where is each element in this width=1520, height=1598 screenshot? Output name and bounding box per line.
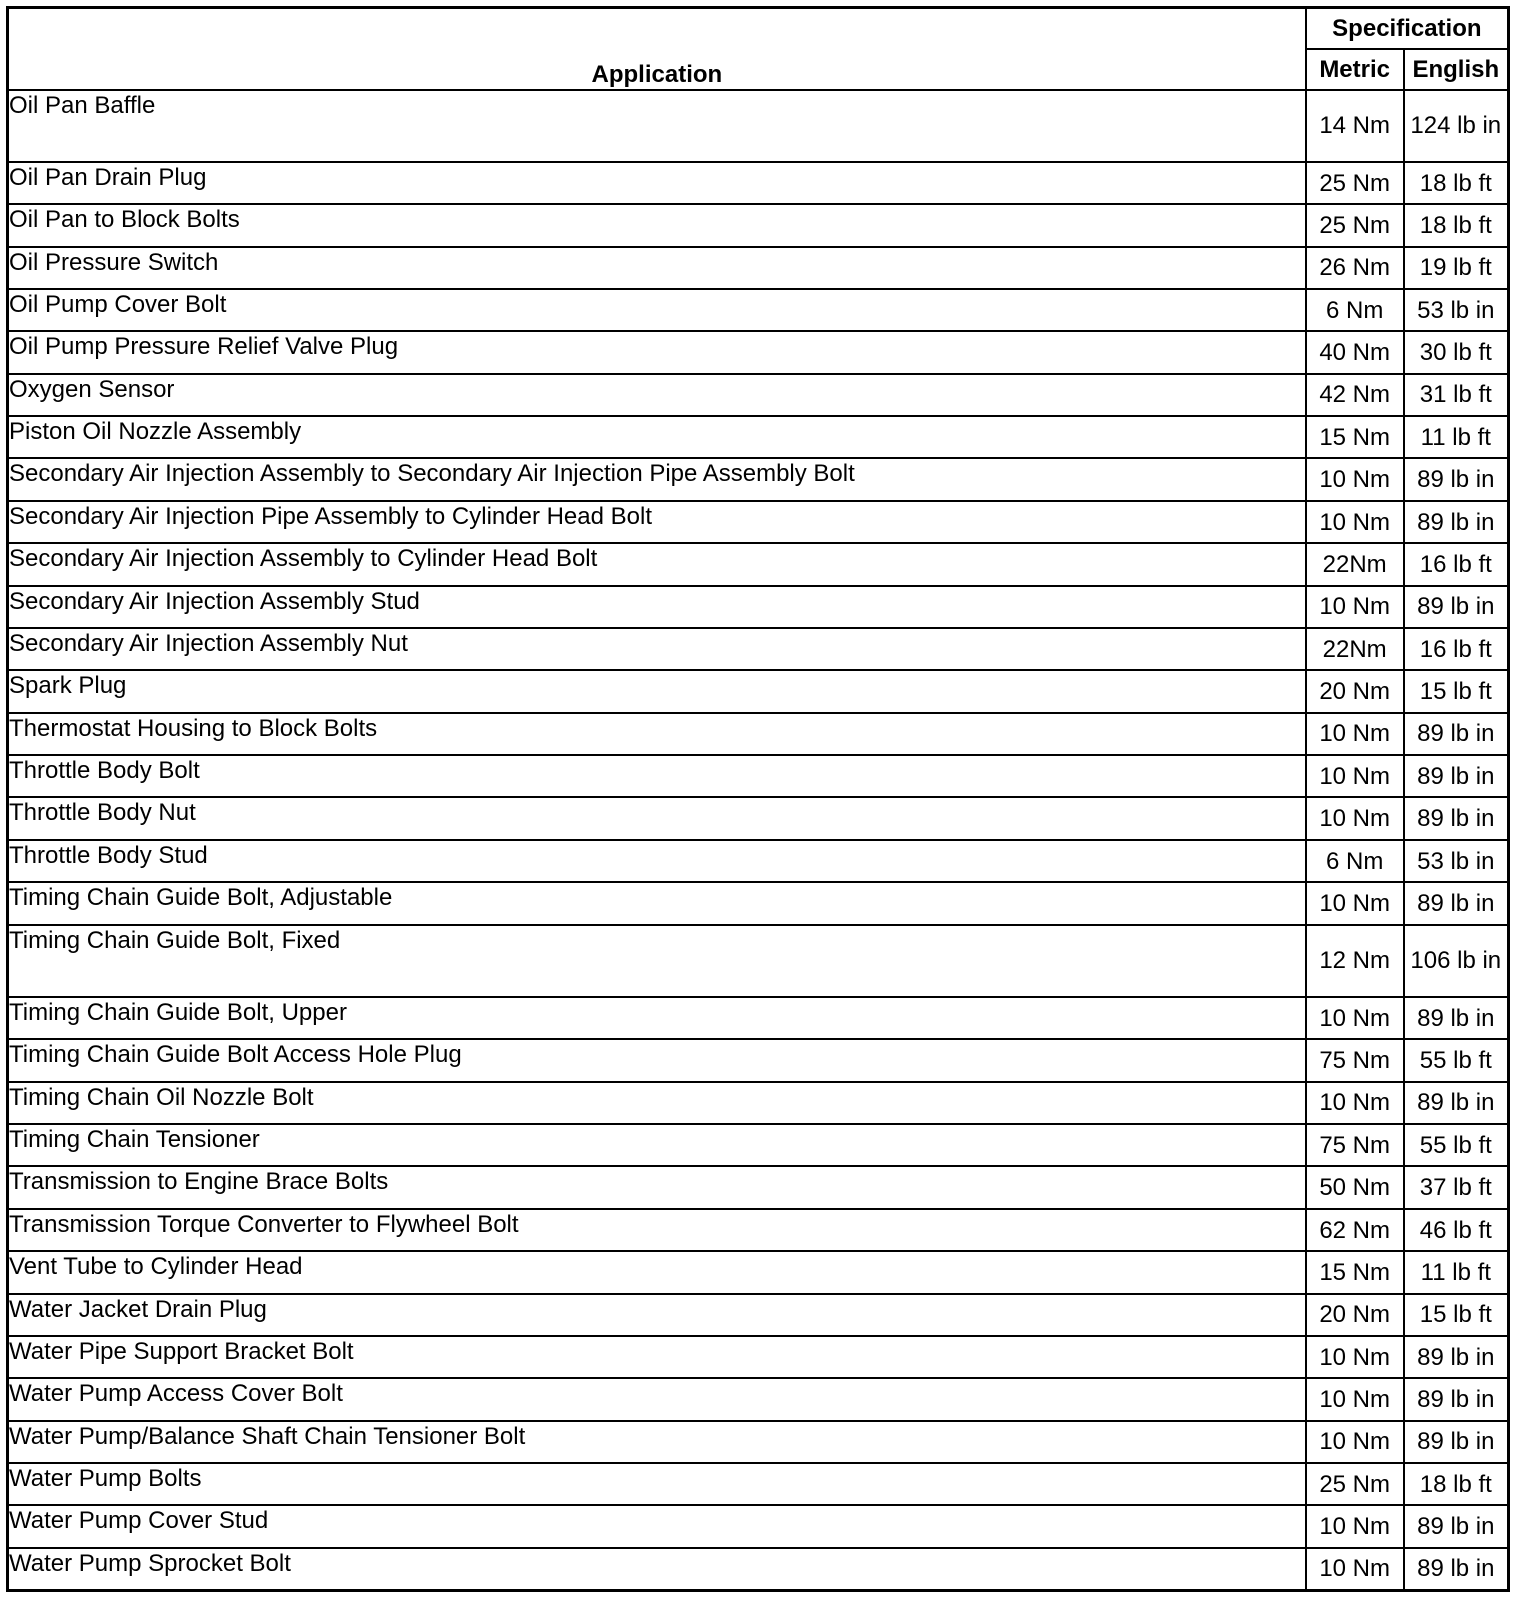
english-cell: 19 lb ft	[1404, 247, 1509, 289]
application-cell: Secondary Air Injection Pipe Assembly to Cylinder Head Bolt	[8, 501, 1306, 543]
application-cell: Water Pump Bolts	[8, 1463, 1306, 1505]
english-cell: 89 lb in	[1404, 501, 1509, 543]
english-cell: 15 lb ft	[1404, 670, 1509, 712]
table-row	[8, 670, 1509, 712]
metric-cell: 10 Nm	[1306, 458, 1404, 500]
metric-cell: 10 Nm	[1306, 1421, 1404, 1463]
english-cell: 11 lb ft	[1404, 416, 1509, 458]
application-cell: Oxygen Sensor	[8, 374, 1306, 416]
english-cell: 124 lb in	[1404, 90, 1509, 162]
english-cell: 106 lb in	[1404, 925, 1509, 997]
table-row	[8, 997, 1509, 1039]
metric-cell: 15 Nm	[1306, 1251, 1404, 1293]
table-row	[8, 1209, 1509, 1251]
application-cell: Timing Chain Tensioner	[8, 1124, 1306, 1166]
application-cell: Vent Tube to Cylinder Head	[8, 1251, 1306, 1293]
table-row	[8, 501, 1509, 543]
application-cell: Oil Pan Drain Plug	[8, 162, 1306, 204]
english-cell: 89 lb in	[1404, 1336, 1509, 1378]
english-cell: 16 lb ft	[1404, 543, 1509, 585]
english-cell: 53 lb in	[1404, 840, 1509, 882]
metric-cell: 22Nm	[1306, 628, 1404, 670]
application-cell: Timing Chain Guide Bolt, Upper	[8, 997, 1306, 1039]
application-cell: Timing Chain Guide Bolt, Fixed	[8, 925, 1306, 997]
metric-cell: 14 Nm	[1306, 90, 1404, 162]
application-cell: Throttle Body Bolt	[8, 755, 1306, 797]
metric-cell: 10 Nm	[1306, 713, 1404, 755]
application-cell: Spark Plug	[8, 670, 1306, 712]
metric-cell: 22Nm	[1306, 543, 1404, 585]
table-row	[8, 1166, 1509, 1208]
table-row	[8, 1505, 1509, 1547]
english-cell: 89 lb in	[1404, 1082, 1509, 1124]
application-header: Application	[8, 8, 1306, 90]
metric-header: Metric	[1306, 49, 1404, 90]
metric-cell: 50 Nm	[1306, 1166, 1404, 1208]
table-row	[8, 925, 1509, 997]
application-cell: Timing Chain Guide Bolt Access Hole Plug	[8, 1039, 1306, 1081]
metric-cell: 75 Nm	[1306, 1124, 1404, 1166]
application-cell: Throttle Body Stud	[8, 840, 1306, 882]
metric-cell: 6 Nm	[1306, 289, 1404, 331]
metric-cell: 10 Nm	[1306, 586, 1404, 628]
application-cell: Secondary Air Injection Assembly Nut	[8, 628, 1306, 670]
english-cell: 18 lb ft	[1404, 204, 1509, 246]
metric-cell: 26 Nm	[1306, 247, 1404, 289]
metric-cell: 10 Nm	[1306, 1082, 1404, 1124]
metric-cell: 40 Nm	[1306, 331, 1404, 373]
table-row	[8, 289, 1509, 331]
table-row	[8, 1082, 1509, 1124]
english-cell: 53 lb in	[1404, 289, 1509, 331]
application-cell: Oil Pump Cover Bolt	[8, 289, 1306, 331]
application-cell: Water Pump Sprocket Bolt	[8, 1548, 1306, 1591]
table-row	[8, 840, 1509, 882]
table-row	[8, 1294, 1509, 1336]
application-cell: Oil Pan Baffle	[8, 90, 1306, 162]
english-cell: 89 lb in	[1404, 797, 1509, 839]
application-cell: Oil Pump Pressure Relief Valve Plug	[8, 331, 1306, 373]
specification-header: Specification	[1306, 8, 1509, 49]
table-row	[8, 797, 1509, 839]
english-cell: 15 lb ft	[1404, 1294, 1509, 1336]
application-cell: Thermostat Housing to Block Bolts	[8, 713, 1306, 755]
table-row	[8, 90, 1509, 162]
english-cell: 55 lb ft	[1404, 1124, 1509, 1166]
table-row	[8, 1039, 1509, 1081]
table-row	[8, 882, 1509, 924]
metric-cell: 10 Nm	[1306, 1505, 1404, 1547]
english-cell: 89 lb in	[1404, 882, 1509, 924]
english-cell: 89 lb in	[1404, 1421, 1509, 1463]
table-row	[8, 374, 1509, 416]
table-row	[8, 628, 1509, 670]
english-cell: 31 lb ft	[1404, 374, 1509, 416]
english-cell: 11 lb ft	[1404, 1251, 1509, 1293]
application-cell: Timing Chain Guide Bolt, Adjustable	[8, 882, 1306, 924]
table-row	[8, 1421, 1509, 1463]
metric-cell: 62 Nm	[1306, 1209, 1404, 1251]
application-cell: Oil Pan to Block Bolts	[8, 204, 1306, 246]
table-row	[8, 755, 1509, 797]
metric-cell: 25 Nm	[1306, 204, 1404, 246]
english-header: English	[1404, 49, 1509, 90]
application-cell: Water Pump Cover Stud	[8, 1505, 1306, 1547]
english-cell: 89 lb in	[1404, 586, 1509, 628]
english-cell: 89 lb in	[1404, 997, 1509, 1039]
application-cell: Transmission Torque Converter to Flywheel Bolt	[8, 1209, 1306, 1251]
application-cell: Secondary Air Injection Assembly Stud	[8, 586, 1306, 628]
english-cell: 46 lb ft	[1404, 1209, 1509, 1251]
table-body	[8, 90, 1509, 1591]
english-cell: 16 lb ft	[1404, 628, 1509, 670]
metric-cell: 10 Nm	[1306, 882, 1404, 924]
english-cell: 89 lb in	[1404, 1548, 1509, 1591]
application-cell: Oil Pressure Switch	[8, 247, 1306, 289]
application-cell: Water Pump Access Cover Bolt	[8, 1378, 1306, 1420]
torque-spec-table	[6, 6, 1510, 1592]
table-row	[8, 1463, 1509, 1505]
english-cell: 89 lb in	[1404, 1505, 1509, 1547]
table-row	[8, 204, 1509, 246]
table-row	[8, 1124, 1509, 1166]
metric-cell: 15 Nm	[1306, 416, 1404, 458]
table-row	[8, 713, 1509, 755]
metric-cell: 75 Nm	[1306, 1039, 1404, 1081]
metric-cell: 10 Nm	[1306, 797, 1404, 839]
metric-cell: 10 Nm	[1306, 1548, 1404, 1591]
english-cell: 89 lb in	[1404, 1378, 1509, 1420]
application-cell: Piston Oil Nozzle Assembly	[8, 416, 1306, 458]
application-cell: Throttle Body Nut	[8, 797, 1306, 839]
application-cell: Water Jacket Drain Plug	[8, 1294, 1306, 1336]
table-row	[8, 1251, 1509, 1293]
table-row	[8, 416, 1509, 458]
metric-cell: 25 Nm	[1306, 162, 1404, 204]
table-row	[8, 1548, 1509, 1591]
table-row	[8, 1336, 1509, 1378]
english-cell: 37 lb ft	[1404, 1166, 1509, 1208]
english-cell: 18 lb ft	[1404, 162, 1509, 204]
metric-cell: 25 Nm	[1306, 1463, 1404, 1505]
english-cell: 30 lb ft	[1404, 331, 1509, 373]
metric-cell: 20 Nm	[1306, 670, 1404, 712]
english-cell: 55 lb ft	[1404, 1039, 1509, 1081]
metric-cell: 42 Nm	[1306, 374, 1404, 416]
application-cell: Water Pipe Support Bracket Bolt	[8, 1336, 1306, 1378]
metric-cell: 12 Nm	[1306, 925, 1404, 997]
metric-cell: 10 Nm	[1306, 755, 1404, 797]
metric-cell: 6 Nm	[1306, 840, 1404, 882]
english-cell: 89 lb in	[1404, 713, 1509, 755]
metric-cell: 20 Nm	[1306, 1294, 1404, 1336]
application-cell: Secondary Air Injection Assembly to Cylinder Head Bolt	[8, 543, 1306, 585]
table-row	[8, 162, 1509, 204]
metric-cell: 10 Nm	[1306, 997, 1404, 1039]
table-row	[8, 543, 1509, 585]
table-row	[8, 1378, 1509, 1420]
application-cell: Timing Chain Oil Nozzle Bolt	[8, 1082, 1306, 1124]
table-row	[8, 586, 1509, 628]
english-cell: 18 lb ft	[1404, 1463, 1509, 1505]
table-row	[8, 331, 1509, 373]
application-cell: Water Pump/Balance Shaft Chain Tensioner Bolt	[8, 1421, 1306, 1463]
metric-cell: 10 Nm	[1306, 1378, 1404, 1420]
application-cell: Secondary Air Injection Assembly to Secondary Air Injection Pipe Assembly Bolt	[8, 458, 1306, 500]
table-row	[8, 247, 1509, 289]
english-cell: 89 lb in	[1404, 458, 1509, 500]
english-cell: 89 lb in	[1404, 755, 1509, 797]
metric-cell: 10 Nm	[1306, 1336, 1404, 1378]
metric-cell: 10 Nm	[1306, 501, 1404, 543]
table-row	[8, 458, 1509, 500]
application-cell: Transmission to Engine Brace Bolts	[8, 1166, 1306, 1208]
